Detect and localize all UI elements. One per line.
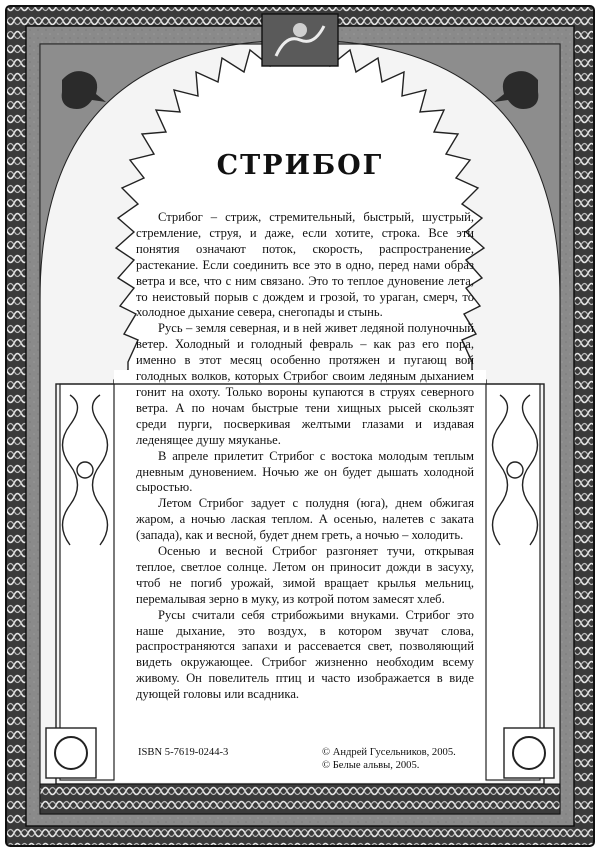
copyright-publisher: © Белые альвы, 2005. bbox=[322, 760, 420, 771]
isbn-label: ISBN 5-7619-0244-3 bbox=[138, 747, 229, 758]
paragraph: Русь – земля северная, и в ней живет ледяной полуночный ветер. Холодный и голодный февраль – как раз его пора, именно в этот месяц особенно протяжен и пугающ вой голодных волков, которых Стрибог своим ледяным дыханием гонит на охоту. Только вороны купаются в струях северного ветра. А по ночам быстрые тени хищных рысей скользят среди пурги, посверкивая желтыми глазами и издавая леденящее душу мяуканье. bbox=[136, 321, 474, 447]
article-body bbox=[136, 210, 474, 703]
paragraph: Русы считали себя стрибожьими внуками. Стрибог это наше дыхание, это воздух, в котором звучат слова, распространяются запахи и рассевается свет, позволяющий видеть окружающее. Стрибог жизненно необходим всему живому. Он повелитель птиц и часто изображается в виде дующей головы или всадника. bbox=[136, 607, 474, 702]
copyright-author: © Андрей Гусельников, 2005. bbox=[322, 747, 456, 758]
paragraph: В апреле прилетит Стрибог с востока молодым теплым дневным дуновением. Ночью же он будет дышать холодной сыростью. bbox=[136, 448, 474, 495]
paragraph: Стрибог – стриж, стремительный, быстрый, шустрый, стремление, струя, и даже, если хотите, строка. Все эти понятия означают поток, скорость, распространение, растекание. Если соединить все это в одно, перед нами образ ветра и все, что с ним связано. Это то теплое дуновение лета, то неистовый порыв с дождем и грозой, то ураган, смерч, то холодное дыхание севера, снегопады и стынь. bbox=[136, 210, 474, 320]
copyright-block bbox=[322, 746, 456, 772]
paragraph: Летом Стрибог задует с полудня (юга), днем обжигая жаром, а ночью лаская теплом. А осенью, налетев с заката (запада), как и весной, будет днем греть, а ночью – холодить. bbox=[136, 496, 474, 543]
paragraph: Осенью и весной Стрибог разгоняет тучи, открывая теплое, светлое солнце. Летом он приносит дожди в засуху, чтоб не погиб урожай, зимой вращает крылья мельниц, перемалывая зерно в муку, из котрой потом замесят хлеб. bbox=[136, 544, 474, 606]
page-title: СТРИБОГ bbox=[216, 150, 384, 181]
